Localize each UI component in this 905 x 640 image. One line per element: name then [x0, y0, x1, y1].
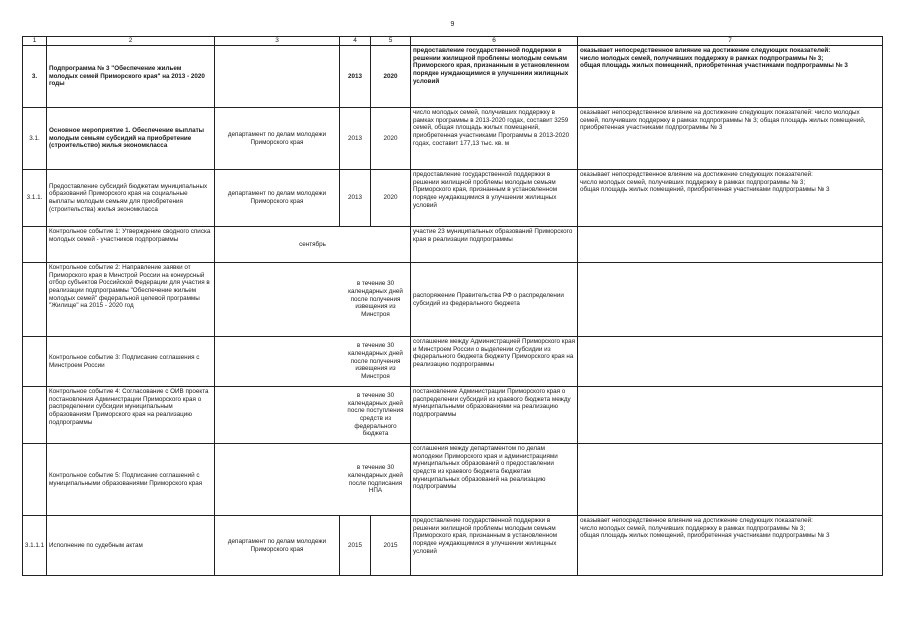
indicator-link — [578, 337, 883, 387]
event-name: Контрольное событие 4: Согласование с ОИВ проекта постановления Администрации Приморского края о распределении субсидии муниципальным образованиям Приморского края на реализацию подпрограммы — [47, 387, 215, 444]
row-number: 3. — [23, 46, 47, 108]
indicator-link — [578, 263, 883, 337]
row-number — [23, 263, 47, 337]
measure-name: Предоставление субсидий бюджетам муниципальных образований Приморского края на социальные выплаты молодым семьям для приобретения (строительства) жилья экономкласса — [47, 170, 215, 227]
end-year: 2020 — [371, 46, 411, 108]
event-term: в течение 30 календарных дней после подписания НПА — [215, 444, 411, 516]
header-row — [23, 37, 883, 46]
event-term: в течение 30 календарных дней после получения извещения из Минстроя — [215, 337, 411, 387]
row-number — [23, 337, 47, 387]
table-row — [23, 46, 883, 108]
event-result: участие 23 муниципальных образований Приморского края в реализации подпрограммы — [411, 227, 578, 263]
table-row — [23, 444, 883, 516]
measure-name: Исполнение по судебным актам — [47, 516, 215, 576]
table-row — [23, 263, 883, 337]
table-row — [23, 170, 883, 227]
header-cell: 4 — [340, 37, 371, 46]
header-cell: 3 — [215, 37, 340, 46]
end-year: 2020 — [371, 170, 411, 227]
event-result: распоряжение Правительства РФ о распределении субсидий из федерального бюджета — [411, 263, 578, 337]
expected-result: предоставление государственной поддержки в решении жилищной проблемы молодым семьям Приморского края, признанным в установленном порядке нуждающимися в улучшении жилищных условий — [411, 170, 578, 227]
expected-result: число молодых семей, получивших поддержку в рамках программы в 2013-2020 годах, составит 3259 семей, общая площадь жилых помещений, приобретенная участниками Программы в 2013-2020 годах, составит 177,13 тыс. кв. м — [411, 108, 578, 170]
executor — [215, 46, 340, 108]
event-result: постановление Администрации Приморского края о распределении субсидий из краевого бюджета между муниципальными образованиями на реализацию подпрограммы — [411, 387, 578, 444]
header-cell: 6 — [411, 37, 578, 46]
table-row — [23, 108, 883, 170]
header-cell: 1 — [23, 37, 47, 46]
page-number: 9 — [450, 21, 455, 28]
indicator-link: оказывает непосредственное влияние на достижение следующих показателей: число молодых семей, получивших поддержку в рамках подпрограммы № 3; общая площадь жилых помещений, приобретенная участниками подпрограммы № 3 — [578, 46, 883, 108]
indicator-link — [578, 444, 883, 516]
end-year: 2015 — [371, 516, 411, 576]
table-row — [23, 387, 883, 444]
event-term: в течение 30 календарных дней после получения извещения из Минстроя — [215, 263, 411, 337]
row-number: 3.1.1.1 — [23, 516, 47, 576]
end-year: 2020 — [371, 108, 411, 170]
indicator-link: оказывает непосредственное влияние на достижение следующих показателей: число молодых семей, получивших поддержку в рамках подпрограммы № 3; общая площадь жилых помещений, приобретенная участниками подпрограммы № 3 — [578, 170, 883, 227]
event-result: соглашение между Администрацией Приморского края и Минстроем России о выделении субсидии из федерального бюджета бюджету Приморского края на реализацию подпрограммы — [411, 337, 578, 387]
event-name: Контрольное событие 2: Направление заявки от Приморского края в Минстрой России на конкурсный отбор субъектов Российской Федерации для участия в реализации подпрограммы "Обеспечение жильем молодых семей" федеральной целевой программы "Жилище" на 2015 - 2020 год — [47, 263, 215, 337]
measure-name: Основное мероприятие 1. Обеспечение выплаты молодым семьям субсидий на приобретение (строительство) жилья экономкласса — [47, 108, 215, 170]
indicator-link: оказывает непосредственное влияние на достижение следующих показателей: число молодых семей, получивших поддержку в рамках подпрограммы № 3; общая площадь жилых помещений, приобретенная участниками подпрограммы № 3 — [578, 516, 883, 576]
row-number — [23, 227, 47, 263]
executor: департамент по делам молодежи Приморского края — [215, 516, 340, 576]
event-term: в течение 30 календарных дней после поступления средств из федерального бюджета — [215, 387, 411, 444]
table-row — [23, 337, 883, 387]
executor: департамент по делам молодежи Приморского края — [215, 108, 340, 170]
event-term: сентябрь — [215, 227, 411, 263]
header-cell: 2 — [47, 37, 215, 46]
expected-result: предоставление государственной поддержки в решении жилищной проблемы молодым семьям Приморского края, признанным в установленном порядке нуждающимися в улучшении жилищных условий — [411, 516, 578, 576]
event-name: Контрольное событие 5: Подписание соглашений с муниципальными образованиями Приморского края — [47, 444, 215, 516]
measures-table — [22, 36, 883, 576]
header-cell: 5 — [371, 37, 411, 46]
start-year: 2013 — [340, 108, 371, 170]
expected-result: предоставление государственной поддержки в решении жилищной проблемы молодым семьям Приморского края, признанным в установленном порядке нуждающимися в улучшении жилищных условий — [411, 46, 578, 108]
row-number: 3.1.1. — [23, 170, 47, 227]
header-cell: 7 — [578, 37, 883, 46]
measure-name: Подпрограмма № 3 "Обеспечение жильем молодых семей Приморского края" на 2013 - 2020 годы — [47, 46, 215, 108]
executor: департамент по делам молодежи Приморского края — [215, 170, 340, 227]
row-number — [23, 444, 47, 516]
indicator-link — [578, 387, 883, 444]
row-number — [23, 387, 47, 444]
start-year: 2015 — [340, 516, 371, 576]
event-name: Контрольное событие 3: Подписание соглашения с Минстроем России — [47, 337, 215, 387]
table-row — [23, 227, 883, 263]
start-year: 2013 — [340, 46, 371, 108]
row-number: 3.1. — [23, 108, 47, 170]
event-name: Контрольное событие 1: Утверждение сводного списка молодых семей - участников подпрограммы — [47, 227, 215, 263]
event-result: соглашения между департаментом по делам молодежи Приморского края и администрациями муниципальных образований о предоставлении средств из краевого бюджета бюджетам муниципальных образований на реализацию подпрограммы — [411, 444, 578, 516]
start-year: 2013 — [340, 170, 371, 227]
indicator-link — [578, 227, 883, 263]
table-row — [23, 516, 883, 576]
indicator-link: оказывает непосредственное влияние на достижение следующих показателей: число молодых семей, получивших поддержку в рамках подпрограммы № 3; общая площадь жилых помещений, приобретенная участниками подпрограммы № 3 — [578, 108, 883, 170]
